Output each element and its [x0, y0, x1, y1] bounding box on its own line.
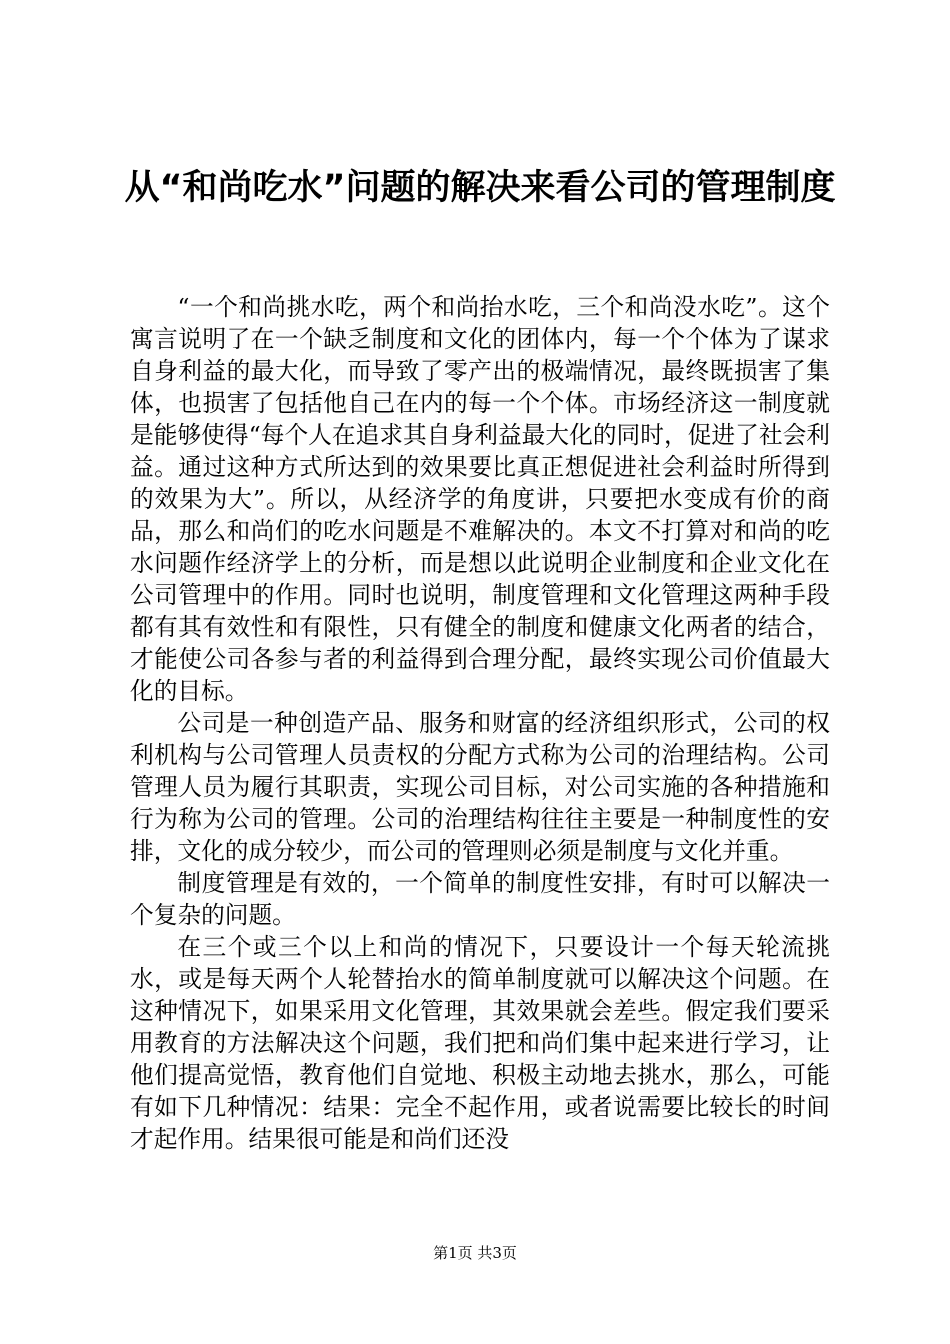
- document-title: 从“和尚吃水”问题的解决来看公司的管理制度: [124, 168, 836, 208]
- paragraph-1: “一个和尚挑水吃，两个和尚抬水吃，三个和尚没水吃”。这个寓言说明了在一个缺乏制度和文化的团体内，每一个个体为了谋求自身利益的最大化，而导致了零产出的极端情况，最终既损害了集体，也损害了包括他自己在内的每一个个体。市场经济这一制度就是能够使得“每个人在追求其自身利益最大化的同时，促进了社会利益。通过这种方式所达到的效果要比真正想促进社会利益时所得到的效果为大”。所以，从经济学的角度讲，只要把水变成有价的商品，那么和尚们的吃水问题是不难解决的。本文不打算对和尚的吃水问题作经济学上的分析，而是想以此说明企业制度和企业文化在公司管理中的作用。同时也说明，制度管理和文化管理这两种手段都有其有效性和有限性，只有健全的制度和健康文化两者的结合，才能使公司各参与者的利益得到合理分配，最终实现公司价值最大化的目标。: [130, 293, 830, 705]
- paragraph-2: 公司是一种创造产品、服务和财富的经济组织形式，公司的权利机构与公司管理人员责权的分配方式称为公司的治理结构。公司管理人员为履行其职责，实现公司目标，对公司实施的各种措施和行为称为公司的管理。公司的治理结构往往主要是一种制度性的安排，文化的成分较少，而公司的管理则必须是制度与文化并重。: [130, 709, 830, 865]
- page-number-footer: 第1页 共3页: [433, 1244, 517, 1262]
- paragraph-4: 在三个或三个以上和尚的情况下，只要设计一个每天轮流挑水，或是每天两个人轮替抬水的简单制度就可以解决这个问题。在这种情况下，如果采用文化管理，其效果就会差些。假定我们要采用教育的方法解决这个问题，我们把和尚们集中起来进行学习，让他们提高觉悟，教育他们自觉地、积极主动地去挑水，那么，可能有如下几种情况：结果：完全不起作用，或者说需要比较长的时间才起作用。结果很可能是和尚们还没: [130, 933, 830, 1153]
- document-body: [130, 291, 830, 1155]
- paragraph-3: 制度管理是有效的，一个简单的制度性安排，有时可以解决一个复杂的问题。: [130, 869, 830, 929]
